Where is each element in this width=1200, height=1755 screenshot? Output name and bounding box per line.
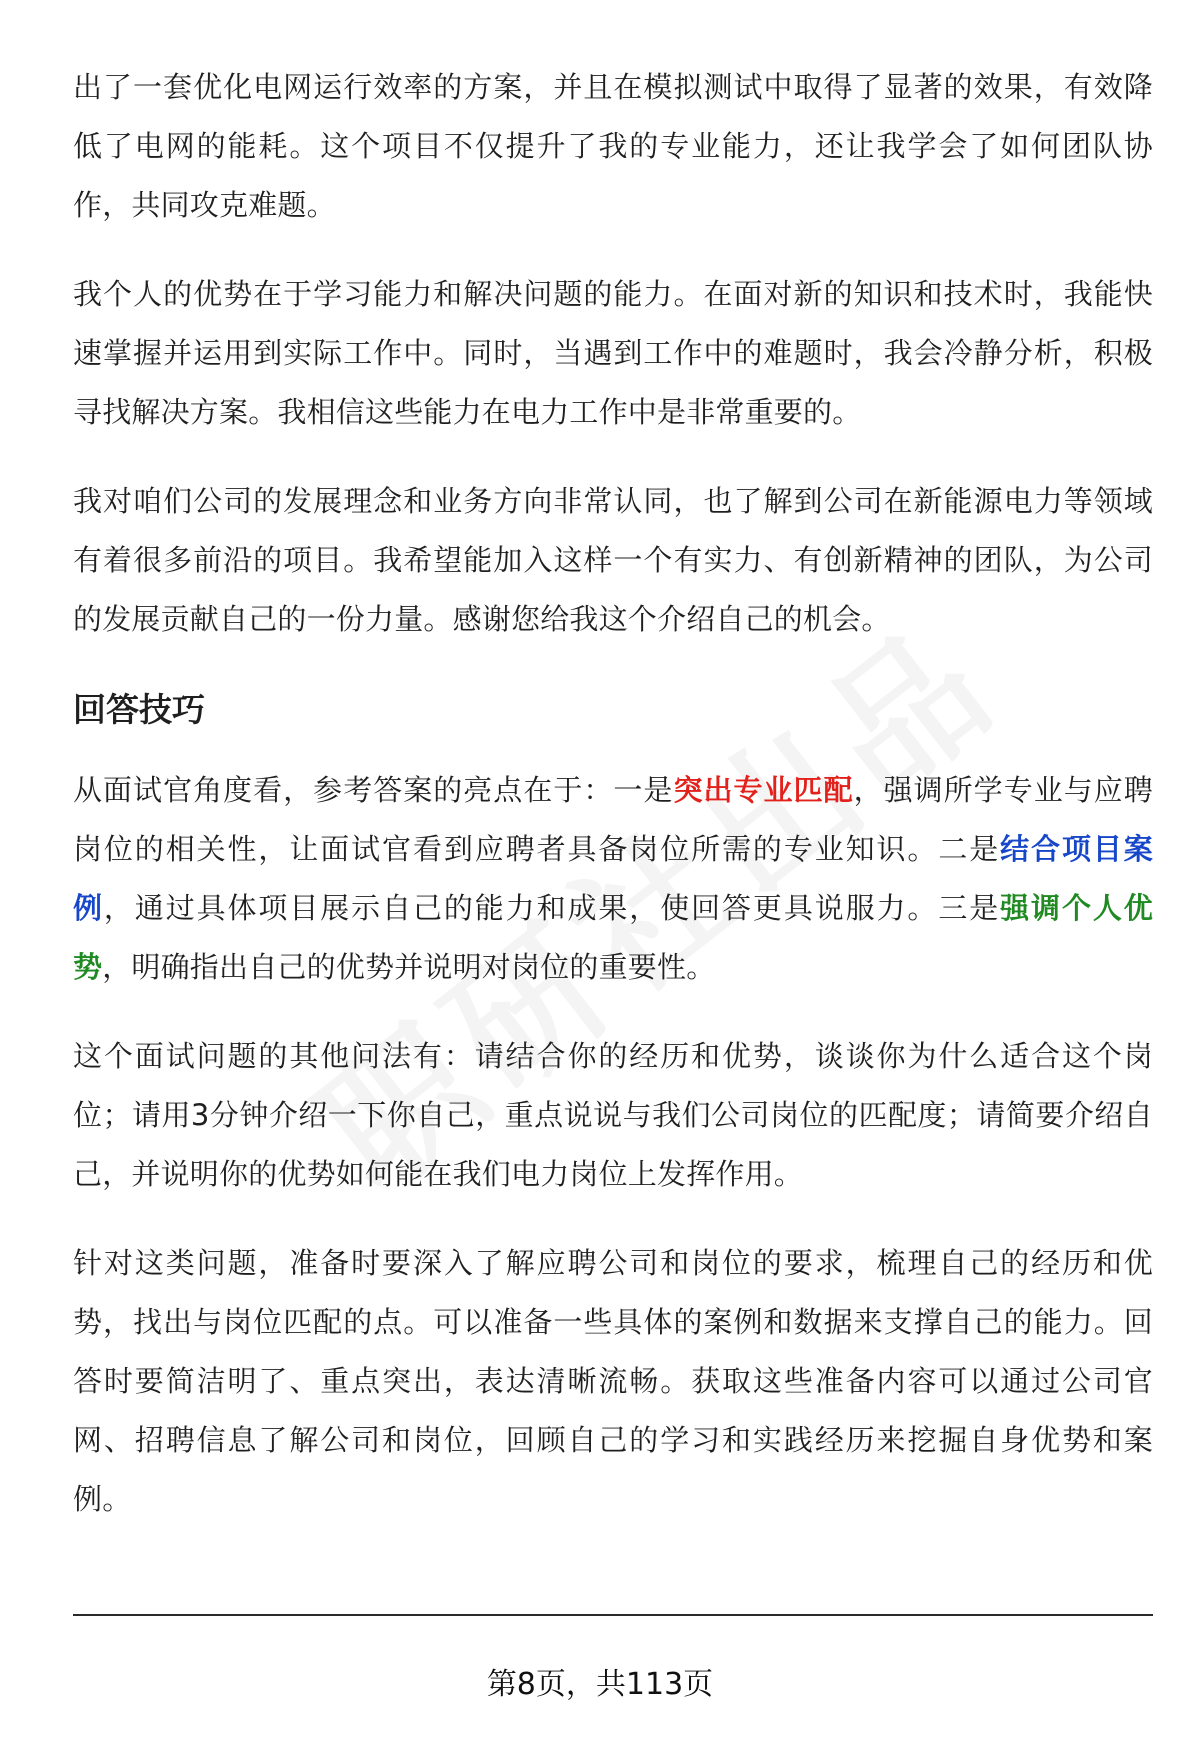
page-number: 第8页，共113页 bbox=[486, 1667, 714, 1702]
paragraph-preparation-advice: 针对这类问题，准备时要深入了解应聘公司和岗位的要求，梳理自己的经历和优势，找出与岗位匹配的点。可以准备一些具体的案例和数据来支撑自己的能力。回答时要简洁明了、重点突出，表达清晰流畅。获取这些准备内容可以通过公司官网、招聘信息了解公司和岗位，回顾自己的学习和实践经历来挖掘自身优势和案例。 bbox=[73, 1246, 1153, 1516]
text-segment: ，明确指出自己的优势并说明对岗位的重要性。 bbox=[102, 950, 716, 984]
highlight-project-case: 结合项目案例 bbox=[73, 832, 1153, 925]
highlight-professional-match: 突出专业匹配 bbox=[673, 773, 854, 807]
paragraph-company-fit: 我对咱们公司的发展理念和业务方向非常认同，也了解到公司在新能源电力等领域有着很多前沿的项目。我希望能加入这样一个有实力、有创新精神的团队，为公司的发展贡献自己的一份力量。感谢您给我这个介绍自己的机会。 bbox=[73, 484, 1153, 636]
paragraph-personal-strengths: 我个人的优势在于学习能力和解决问题的能力。在面对新的知识和技术时，我能快速掌握并运用到实际工作中。同时，当遇到工作中的难题时，我会冷静分析，积极寻找解决方案。我相信这些能力在电力工作中是非常重要的。 bbox=[73, 277, 1153, 429]
text-segment: ，通过具体项目展示自己的能力和成果，使回答更具说服力。三是 bbox=[103, 891, 1001, 925]
paragraph-project-outcome: 出了一套优化电网运行效率的方案，并且在模拟测试中取得了显著的效果，有效降低了电网的能耗。这个项目不仅提升了我的专业能力，还让我学会了如何团队协作，共同攻克难题。 bbox=[73, 70, 1153, 222]
section-heading: 回答技巧 bbox=[73, 690, 205, 729]
text-segment: 从面试官角度看，参考答案的亮点在于：一是 bbox=[73, 773, 674, 807]
paragraph-answer-highlights bbox=[73, 761, 1153, 997]
text-segment: ，强调所学专业与应聘岗位的相关性，让面试官看到应聘者具备岗位所需的专业知识。二是 bbox=[73, 773, 1153, 866]
paragraph-alternative-questions: 这个面试问题的其他问法有：请结合你的经历和优势，谈谈你为什么适合这个岗位；请用3分钟介绍一下你自己，重点说说与我们公司岗位的匹配度；请简要介绍自己，并说明你的优势如何能在我们电力岗位上发挥作用。 bbox=[73, 1039, 1153, 1191]
footer-divider bbox=[73, 1614, 1153, 1616]
highlight-personal-advantage: 强调个人优势 bbox=[73, 891, 1153, 984]
document-body bbox=[73, 58, 1153, 1559]
